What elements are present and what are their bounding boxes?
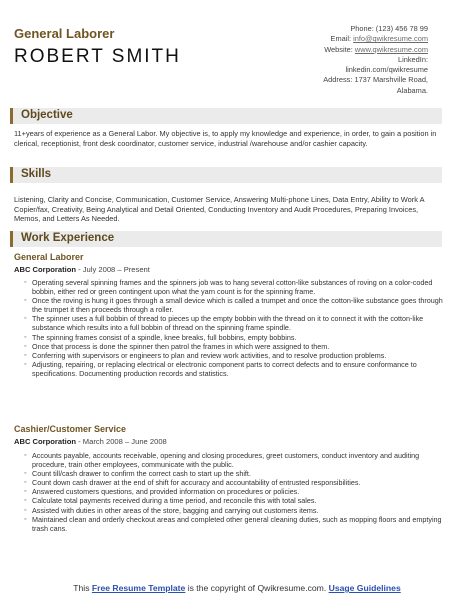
footer-copyright [0,583,474,594]
usage-guidelines-link[interactable]: Usage Guidelines [328,583,401,593]
free-resume-template-link[interactable]: Free Resume Template [91,583,186,593]
job-2-bullets [24,451,444,533]
contact-block [188,24,428,96]
contact-website-label: Website: [324,44,355,54]
job-2-dates: - March 2008 – June 2008 [76,437,167,446]
job-2-role: Cashier/Customer Service [14,424,127,434]
skills-section-bar [10,167,442,183]
list-item: ◦ Answered customers questions, and provided information on procedures or policies. [24,487,444,496]
contact-email-link[interactable]: info@qwikresume.com [353,34,428,44]
footer-middle: is the copyright of Qwikresume.com. [185,583,329,593]
header-name: ROBERT SMITH [14,46,181,67]
skills-title: Skills [21,168,52,180]
list-item: ◦ Conferring with supervisors or engineers to plan and review work activities, and to resolve production problems. [24,351,444,360]
experience-section-bar [10,231,442,247]
contact-website-link[interactable]: www.qwikresume.com [354,44,428,54]
job-1-role: General Laborer [14,252,84,262]
list-item: ◦ Once that process is done the spinner then patrol the frames in which were assigned to them. [24,342,444,351]
contact-linkedin: linkedin.com/qwikresume [345,65,428,75]
contact-email-row [188,34,428,44]
footer-prefix: This [73,583,92,593]
list-item: ◦ The spinning frames consist of a spindle, knee breaks, full bobbins, empty bobbins. [24,333,444,342]
experience-title: Work Experience [21,232,115,244]
job-2-company-line [14,437,167,446]
list-item: ◦ Once the roving is hung it goes through a small device which is called a trumpet and once the cotton-like substance goes through the trumpet it then proceeds through a roller. [24,296,444,314]
list-item: ◦ Adjusting, repairing, or replacing electrical or electronic component parts to correct defects and to ensure conformance to specifications. Documenting production records and statistics. [24,360,444,378]
list-item: ◦ The spinner uses a full bobbin of thread to pieces up the empty bobbin with the thread on it to connect it with the cotton-like substance which results into a full bobbin of thread on the spinning frame spindle. [24,314,444,332]
contact-linkedin-label: LinkedIn: [398,54,428,64]
list-item: ◦ Count down cash drawer at the end of shift for accuracy and accountability of entrusted responsibilities. [24,478,444,487]
list-item: ◦ Assisted with duties in other areas of the store, bagging and carrying out customers items. [24,506,444,515]
job-1-bullets [24,278,444,378]
job-2-company: ABC Corporation [14,437,77,446]
job-1-company: ABC Corporation [14,265,77,274]
contact-address-line1: Address: 1737 Marshville Road, [323,75,428,85]
header-job-title: General Laborer [14,26,115,41]
contact-email-label: Email: [330,34,354,44]
objective-text: 11+years of experience as a General Labor. My objective is, to apply my knowledge and experience, in order, to gain a position in clerical, receptionist, front desk coordinator, customer service, industrial /warehouse and/or cashier capacity. [14,129,437,148]
skills-text: Listening, Clarity and Concise, Communication, Customer Service, Answering Multi-phone Lines, Data Entry, Ability to Work A Copier/fax, Creativity, Being Analytical and Detail Oriented, Conducting Inventory and Audit Procedures, Preparing Invoices, Memos, and Letters As Needed. [14,195,425,223]
list-item: ◦ Maintained clean and orderly checkout areas and completed other general cleaning duties, such as mopping floors and emptying trash cans. [24,515,444,533]
list-item: ◦ Calculate total payments received during a time period, and reconcile this with total sales. [24,496,444,505]
contact-phone: Phone: (123) 456 78 99 [350,24,428,33]
list-item: ◦ Accounts payable, accounts receivable, opening and closing procedures, greet customers, conduct inventory and auditing procedure, train other employees, communicate with the public. [24,451,444,469]
job-1-company-line [14,265,150,274]
list-item: ◦ Count till/cash drawer to confirm the correct cash to start up the shift. [24,469,444,478]
list-item: ◦ Operating several spinning frames and the spinners job was to hang several cotton-like substances of roving on a color-coded bobbin, either red or green contingent upon what the yarn count is for the spinning frame. [24,278,444,296]
objective-title: Objective [21,109,73,121]
objective-section-bar [10,108,442,124]
contact-website-row [188,45,428,55]
contact-address-line2: Alabama. [396,85,428,95]
job-1-dates: - July 2008 – Present [76,265,150,274]
